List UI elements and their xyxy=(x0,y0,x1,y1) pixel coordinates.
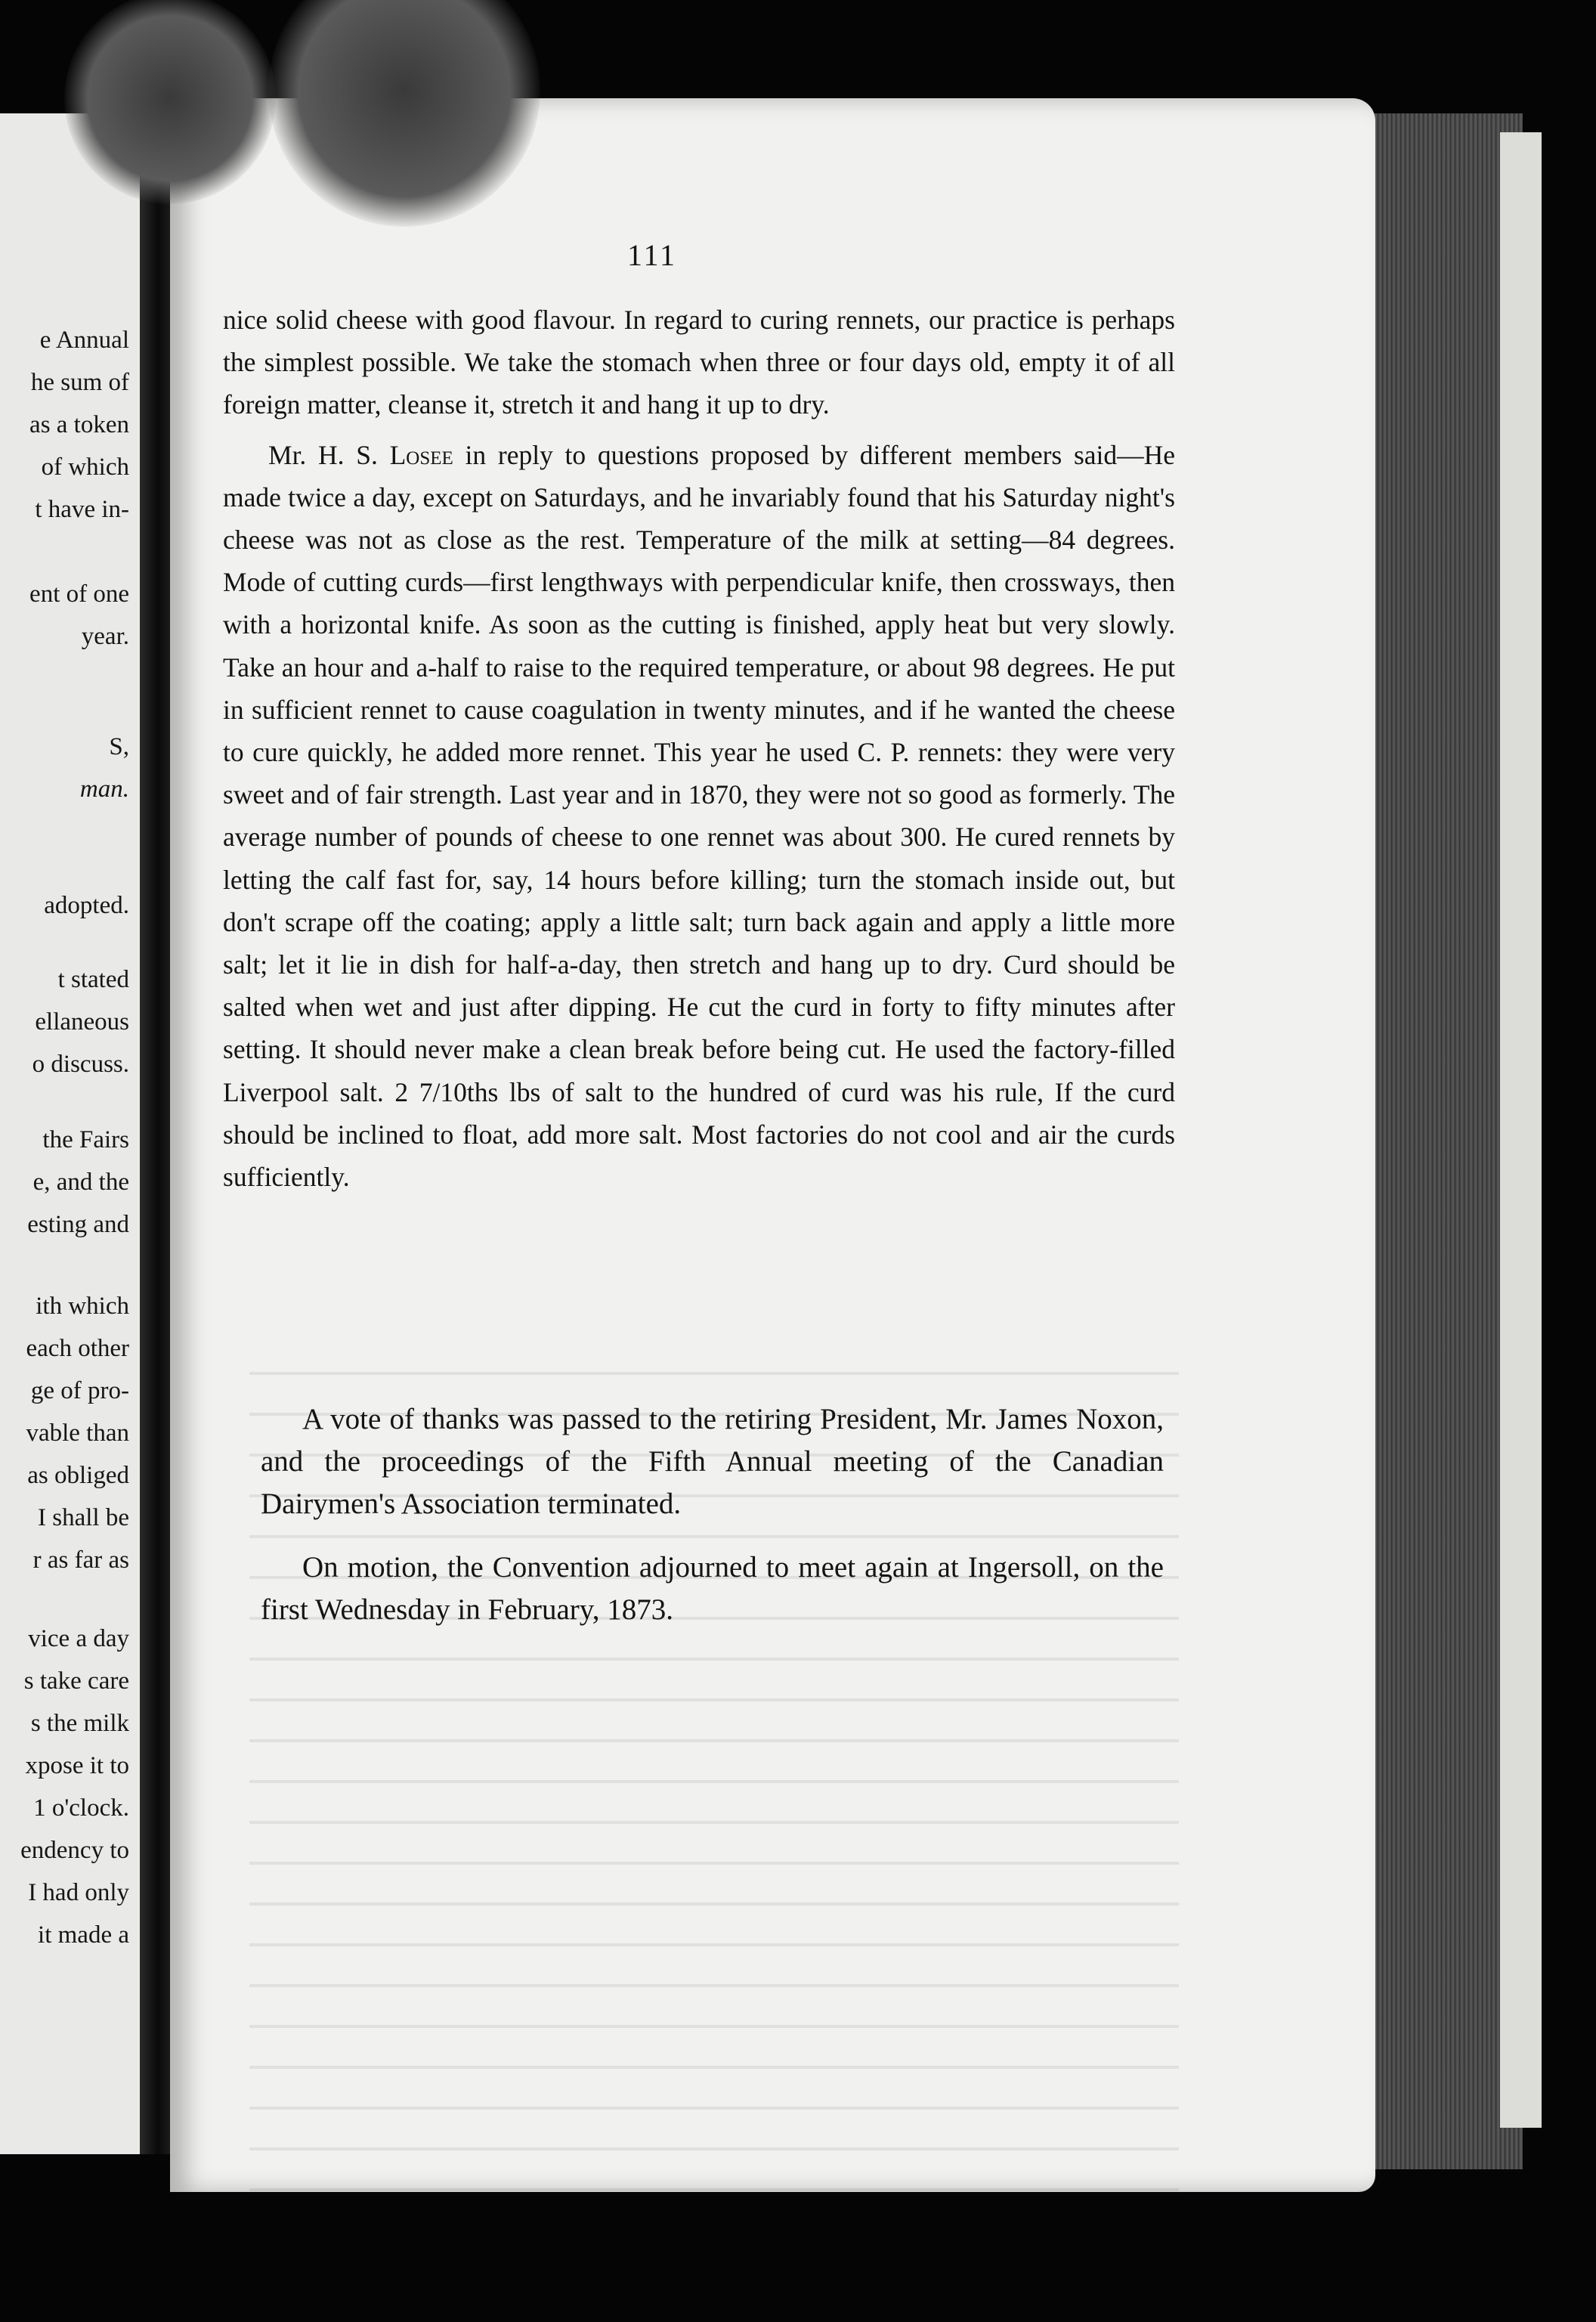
left-page-line: vable than xyxy=(26,1420,129,1447)
left-page-line: as obliged xyxy=(27,1462,129,1489)
left-page-line: t have in- xyxy=(35,496,129,523)
page-number: 111 xyxy=(627,238,678,272)
left-page-line: I had only xyxy=(28,1879,129,1906)
ink-blot xyxy=(64,0,276,204)
book-gutter xyxy=(140,113,170,2154)
paragraph-rennets: nice solid cheese with good flavour. In regard to curing rennets, our practice is perhaps the simplest possible. We take the stomach when three or four days old, empty it of all foreign matter, cleanse it, stretch it and hang it up to dry. xyxy=(223,305,1175,420)
paragraph-vote-of-thanks: A vote of thanks was passed to the retiring President, Mr. James Noxon, and the proceedings of the Fifth Annual meeting of the Canadian Dairymen's Association terminated. xyxy=(261,1403,1164,1520)
left-page-line: adopted. xyxy=(44,892,129,919)
left-page-line: ellaneous xyxy=(35,1008,129,1036)
paragraph-losee-text-end: ths lbs of salt to the hundred of curd was his rule, If the curd should be inclined to float, add more salt. Most factories do not cool and air the curds sufficiently. xyxy=(223,1076,1175,1193)
left-page-line: s take care xyxy=(23,1667,129,1695)
left-page-line: it made a xyxy=(38,1921,129,1949)
left-page-line: xpose it to xyxy=(25,1752,129,1779)
left-page-line: as a token xyxy=(29,411,129,438)
left-page-line: of which xyxy=(41,454,129,481)
paragraph-losee-text: in reply to questions proposed by different members said—He made twice a day, except on Saturdays, and he invariably found that his Saturday night's cheese was not as close as the rest. Temperature of the milk at setting—84 degrees. Mode of cutting curds—first lengthways with perpendicular knife, then crossways, then with a horizontal knife. As soon as the cutting is finished, apply heat but very slowly. Take an hour and a-half to raise to the required temperature, or about 98 degrees. He put in sufficient rennet to cause coagulation in twenty minutes, and if he wanted the cheese to cure quickly, he added more rennet. This year he used C. P. rennets: they were very sweet and of fair strength. Last year and in 1870, they were not so good as formerly. The average number of pounds of cheese to one rennet was about 300. He cured rennets by letting the calf fast for, say, 14 hours before killing; turn the stomach inside out, but don't scrape off the coating; apply a little salt; turn back again and apply a little more salt; let it lie in dish for half-a-day, then stretch and hang up to dry. Curd should be salted when wet and just after dipping. He cut the curd in forty to fifty minutes after setting. It should never make a clean break before being cut. He used the factory-filled Liverpool salt. xyxy=(223,439,1176,1107)
left-page-line: ent of one xyxy=(29,580,129,608)
left-page-line: ge of pro- xyxy=(30,1377,129,1404)
left-page-line: endency to xyxy=(20,1837,129,1864)
speaker-name: Losee xyxy=(389,439,453,470)
left-page-line: esting and xyxy=(27,1211,129,1238)
facing-page-left xyxy=(0,113,140,2154)
page-block-edges xyxy=(1360,113,1523,2169)
salt-fraction: 2 7/10 xyxy=(394,1076,467,1107)
left-page-line: t stated xyxy=(57,966,129,993)
left-page-line: ith which xyxy=(36,1293,129,1320)
left-page-line: year. xyxy=(81,623,129,650)
left-page-line: each other xyxy=(26,1335,129,1362)
left-page-line: o discuss. xyxy=(32,1051,129,1078)
left-page-line: the Fairs xyxy=(42,1126,129,1153)
paragraph-losee xyxy=(223,434,1175,1199)
left-page-line: man. xyxy=(79,776,129,803)
left-page-line: e Annual xyxy=(39,327,129,354)
left-page-line: e, and the xyxy=(32,1169,129,1196)
speaker-prefix: Mr. H. S. xyxy=(268,439,378,470)
left-page-line: vice a day xyxy=(28,1625,129,1652)
left-page-line: 1 o'clock. xyxy=(33,1794,129,1822)
ink-blot xyxy=(268,0,540,227)
left-page-line: he sum of xyxy=(30,369,129,396)
body-text xyxy=(223,299,1175,1198)
loose-sheet-edge xyxy=(1500,132,1542,2128)
left-page-line: r as far as xyxy=(32,1546,129,1574)
left-page-line: I shall be xyxy=(38,1504,129,1531)
closing-section xyxy=(261,1398,1164,1652)
paragraph-adjournment: On motion, the Convention adjourned to meet again at Ingersoll, on the first Wednesday in February, 1873. xyxy=(261,1551,1164,1626)
left-page-line: s the milk xyxy=(30,1710,129,1737)
left-page-line: S, xyxy=(109,733,129,760)
